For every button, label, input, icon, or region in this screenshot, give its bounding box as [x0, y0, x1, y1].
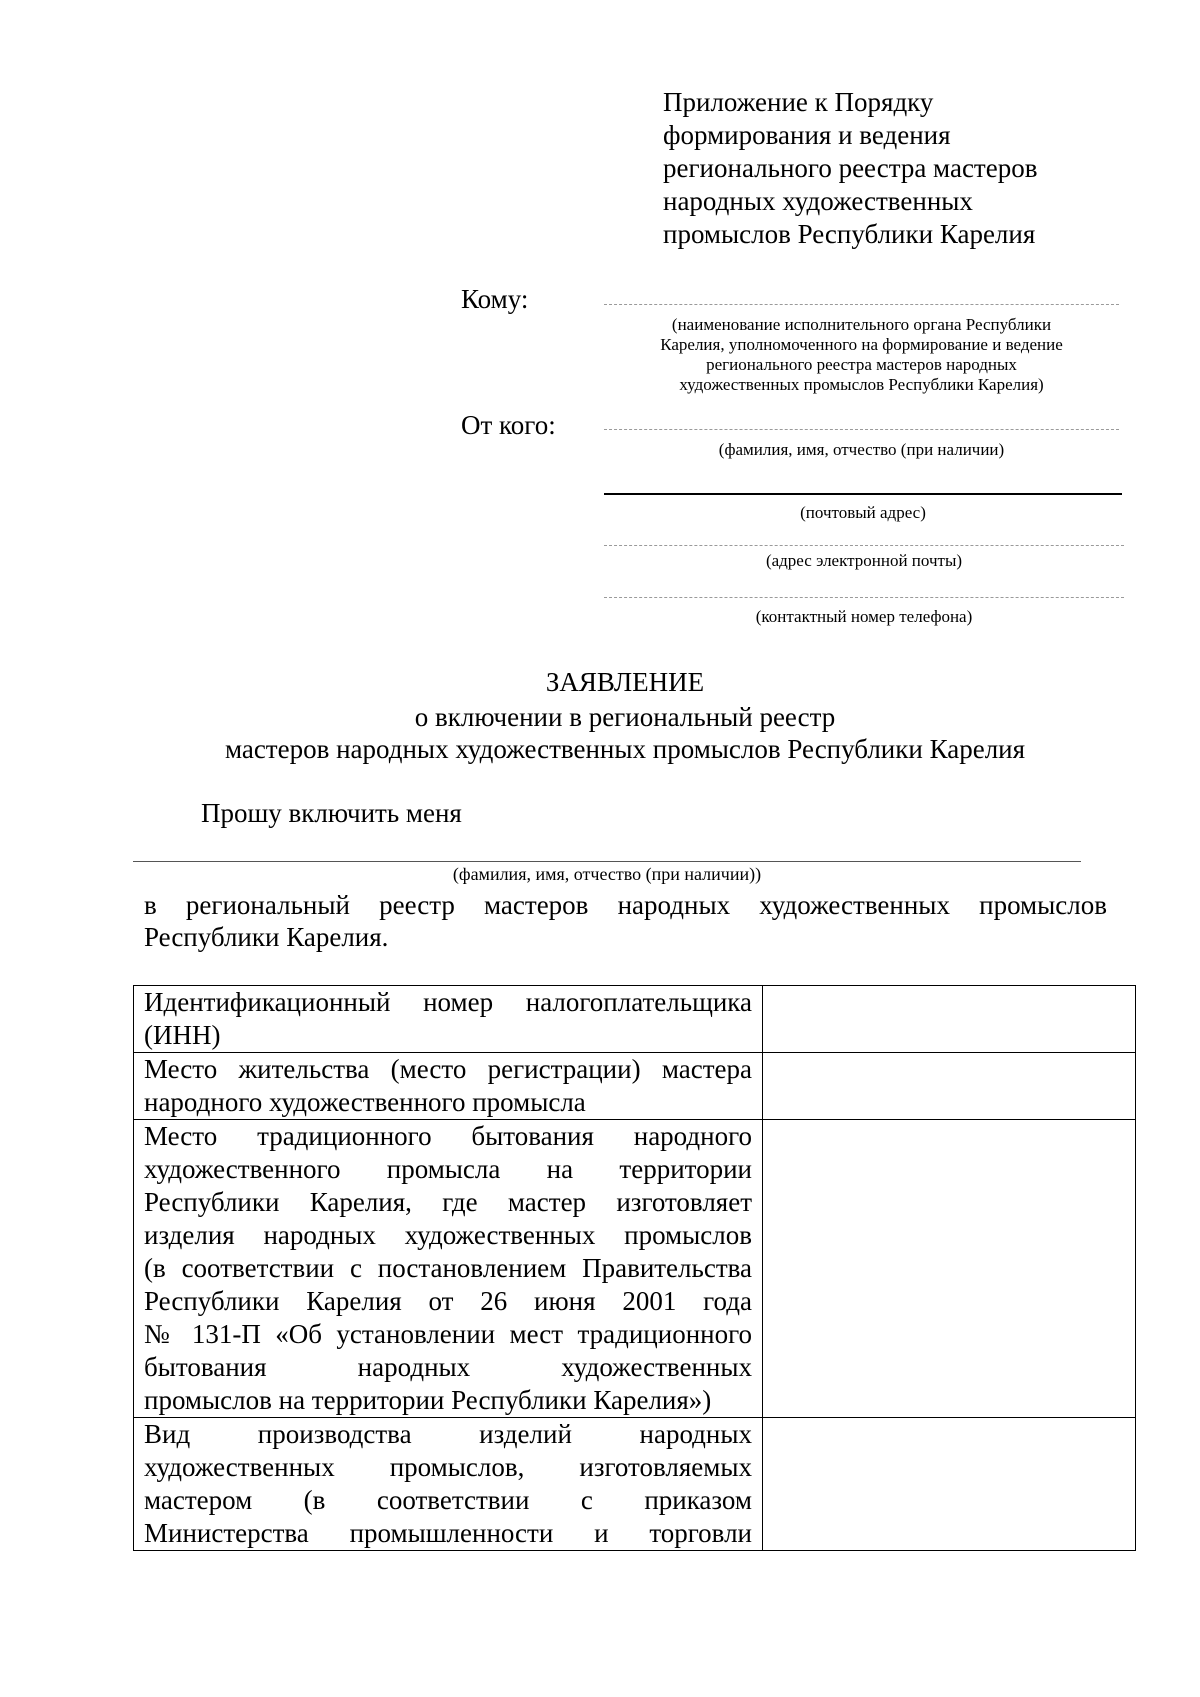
row-label-line: (ИНН)	[144, 1020, 221, 1050]
row-label-line: художественного промысла на территории	[144, 1154, 752, 1184]
to-caption-line: Карелия, уполномоченного на формирование и ведение	[660, 335, 1063, 354]
row-label-line: Вид производства изделий народных	[144, 1419, 752, 1449]
row-label-line: Место традиционного бытования народного	[144, 1121, 752, 1151]
to-field-line[interactable]	[604, 304, 1119, 305]
row-label-line: Министерства промышленности и торговли	[144, 1518, 752, 1548]
applicant-fio-line[interactable]	[133, 861, 1081, 862]
row-label-line: художественных промыслов, изготовляемых	[144, 1452, 752, 1482]
row-label-line: мастером (в соответствии с приказом	[144, 1485, 752, 1515]
appendix-line: регионального реестра мастеров	[663, 153, 1038, 183]
row-label-line: Идентификационный номер налогоплательщика	[144, 987, 752, 1017]
to-caption-line: регионального реестра мастеров народных	[706, 355, 1017, 374]
to-caption-line: (наименование исполнительного органа Республики	[671, 315, 1052, 334]
phone-caption: (контактный номер телефона)	[755, 607, 973, 626]
appendix-line: промыслов Республики Карелия	[663, 219, 1036, 249]
production-type-value-cell[interactable]	[763, 1418, 1136, 1551]
phone-line[interactable]	[604, 597, 1124, 598]
to-caption-line: художественных промыслов Республики Карелия)	[679, 375, 1044, 394]
table-row	[134, 986, 1136, 1053]
row-label-line: № 131-П «Об установлении мест традиционного	[144, 1319, 752, 1349]
document-subtitle: о включении в региональный реестр	[414, 702, 836, 732]
row-label-line: бытования народных художественных	[144, 1352, 752, 1382]
row-label	[134, 1418, 763, 1551]
row-label-line: Место жительства (место регистрации) мастера	[144, 1054, 752, 1084]
table-row	[134, 1418, 1136, 1551]
to-caption	[604, 315, 1119, 395]
postal-address-line[interactable]	[604, 493, 1122, 495]
applicant-fio-caption: (фамилия, имя, отчество (при наличии))	[452, 864, 762, 884]
row-label-line: (в соответствии с постановлением Правительства	[144, 1253, 752, 1283]
applicant-info-table	[133, 985, 1136, 1551]
email-caption: (адрес электронной почты)	[765, 551, 963, 570]
row-label	[134, 1120, 763, 1418]
inn-value-cell[interactable]	[763, 986, 1136, 1053]
body-line: Республики Карелия.	[144, 922, 389, 952]
row-label-line: народного художественного промысла	[144, 1087, 586, 1117]
from-fio-line[interactable]	[604, 429, 1119, 430]
from-fio-caption: (фамилия, имя, отчество (при наличии)	[718, 440, 1005, 459]
request-text: Прошу включить меня	[201, 798, 462, 828]
table-row	[134, 1120, 1136, 1418]
row-label-line: изделия народных художественных промыслов	[144, 1220, 752, 1250]
row-label	[134, 1053, 763, 1120]
appendix-heading	[663, 86, 1133, 251]
appendix-line: народных художественных	[663, 186, 973, 216]
appendix-line: Приложение к Порядку	[663, 87, 934, 117]
to-label: Кому:	[461, 284, 529, 314]
row-label-line: Республики Карелия от 26 июня 2001 года	[144, 1286, 752, 1316]
row-label-line: промыслов на территории Республики Карелия»)	[144, 1385, 712, 1415]
document-title: ЗАЯВЛЕНИЕ	[545, 667, 705, 697]
row-label-line: Республики Карелия, где мастер изготовляет	[144, 1187, 752, 1217]
postal-address-caption: (почтовый адрес)	[800, 503, 926, 522]
residence-value-cell[interactable]	[763, 1053, 1136, 1120]
document-subtitle: мастеров народных художественных промыслов Республики Карелия	[224, 734, 1026, 764]
table-row	[134, 1053, 1136, 1120]
craft-location-value-cell[interactable]	[763, 1120, 1136, 1418]
appendix-line: формирования и ведения	[663, 120, 951, 150]
email-line[interactable]	[604, 545, 1124, 546]
row-label	[134, 986, 763, 1053]
from-label: От кого:	[461, 410, 556, 440]
body-line: в региональный реестр мастеров народных художественных промыслов	[144, 890, 1107, 920]
